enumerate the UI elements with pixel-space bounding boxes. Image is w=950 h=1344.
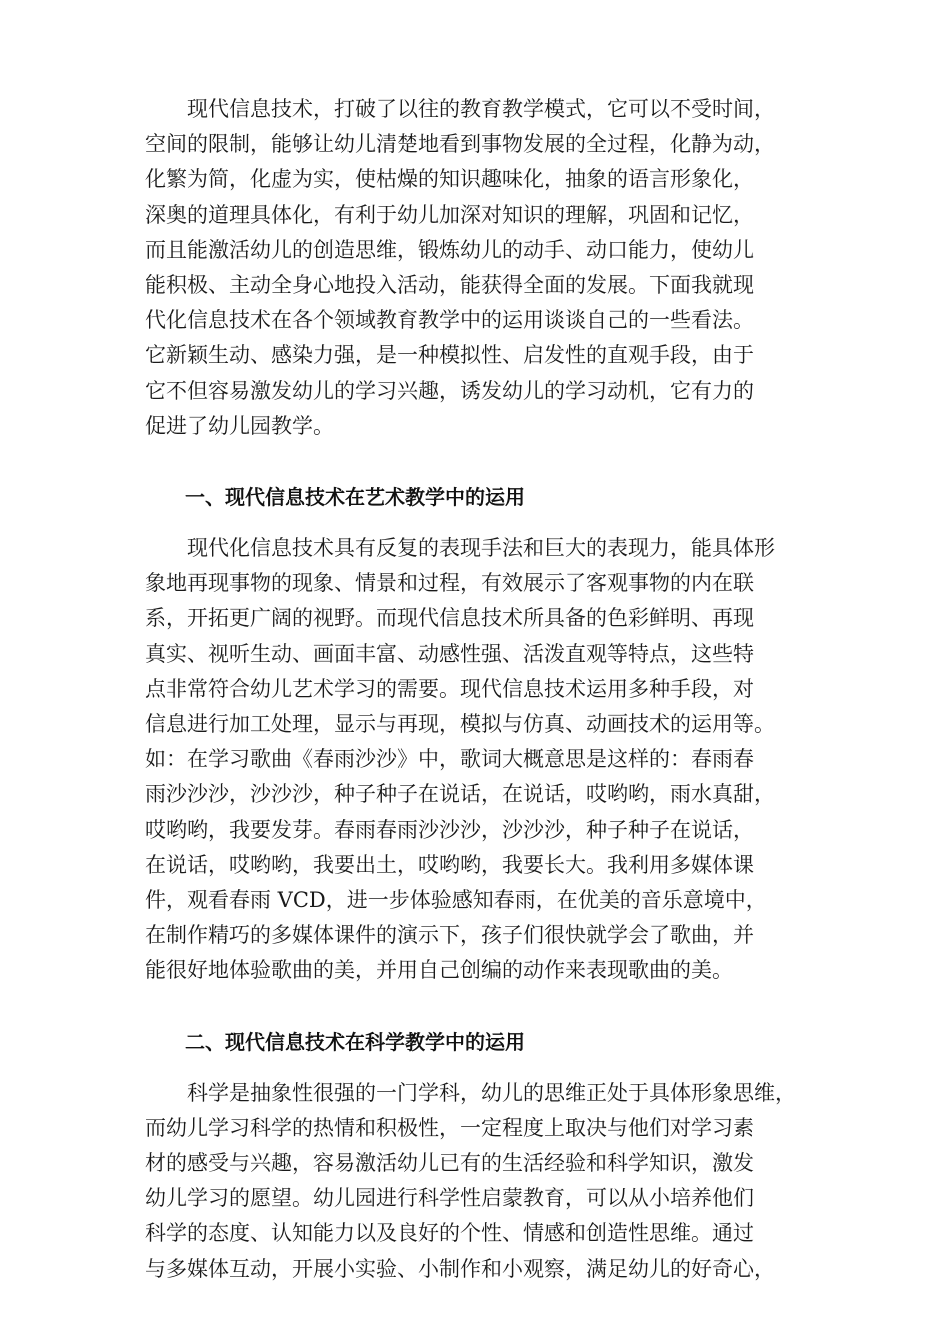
paragraph-gap — [145, 444, 810, 462]
intro-paragraph: 现代信息技术，打破了以往的教育教学模式，它可以不受时间， 空间的限制，能够让幼儿清楚地看到事物发展的全过程，化静为动， 化繁为简，化虚为实，使枯燥的知识趣味化，抽象的语言形象化， 深奥的道理具体化，有利于幼儿加深对知识的理解，巩固和记忆， 而且能激活幼儿的创造思维，锻炼幼儿的动手、动口能力，使幼儿 能积极、主动全身心地投入活动，能获得全面的发展。下面我就现 代化信息技术在各个领域教育教学中的运用谈谈自己的一些看法。 它新颖生动、感染力强，是一种模拟性、启发性的直观手段，由于 它不但容易激发幼儿的学习兴趣，诱发幼儿的学习动机，它有力的 促进了幼儿园教学。 — [145, 97, 775, 438]
section-heading-art: 一、现代信息技术在艺术教学中的运用 — [185, 485, 525, 510]
art-section-paragraph: 现代化信息技术具有反复的表现手法和巨大的表现力，能具体形 象地再现事物的现象、情景和过程，有效展示了客观事物的内在联 系，开拓更广阔的视野。而现代信息技术所具备的色彩鲜明、再现 真实、视听生动、画面丰富、动感性强、活泼直观等特点，这些特 点非常符合幼儿艺术学习的需要。现代信息技术运用多种手段，对 信息进行加工处理，显示与再现，模拟与仿真、动画技术的运用等。 如：在学习歌曲《春雨沙沙》中，歌词大概意思是这样的：春雨春 雨沙沙沙，沙沙沙，种子种子在说话，在说话，哎哟哟，雨水真甜， 哎哟哟，我要发芽。春雨春雨沙沙沙，沙沙沙，种子种子在说话， 在说话，哎哟哟，我要出土，哎哟哟，我要长大。我利用多媒体课 件，观看春雨 VCD，进一步体验感知春雨，在优美的音乐意境中， 在制作精巧的多媒体课件的演示下，孩子们很快就学会了歌曲，并 能很好地体验歌曲的美，并用自己创编的动作来表现歌曲的美。 — [145, 536, 775, 983]
science-section-paragraph: 科学是抽象性很强的一门学科，幼儿的思维正处于具体形象思维， 而幼儿学习科学的热情和积极性，一定程度上取决与他们对学习素 材的感受与兴趣，容易激活幼儿已有的生活经验和科学知识，激发 幼儿学习的愿望。幼儿园进行科学性启蒙教育，可以从小培养他们 科学的态度、认知能力以及良好的个性、情感和创造性思维。通过 与多媒体互动，开展小实验、小制作和小观察，满足幼儿的好奇心， — [145, 1080, 796, 1281]
section-heading-science: 二、现代信息技术在科学教学中的运用 — [185, 1029, 525, 1054]
paragraph-gap — [145, 989, 810, 1007]
document-body — [145, 92, 810, 1287]
